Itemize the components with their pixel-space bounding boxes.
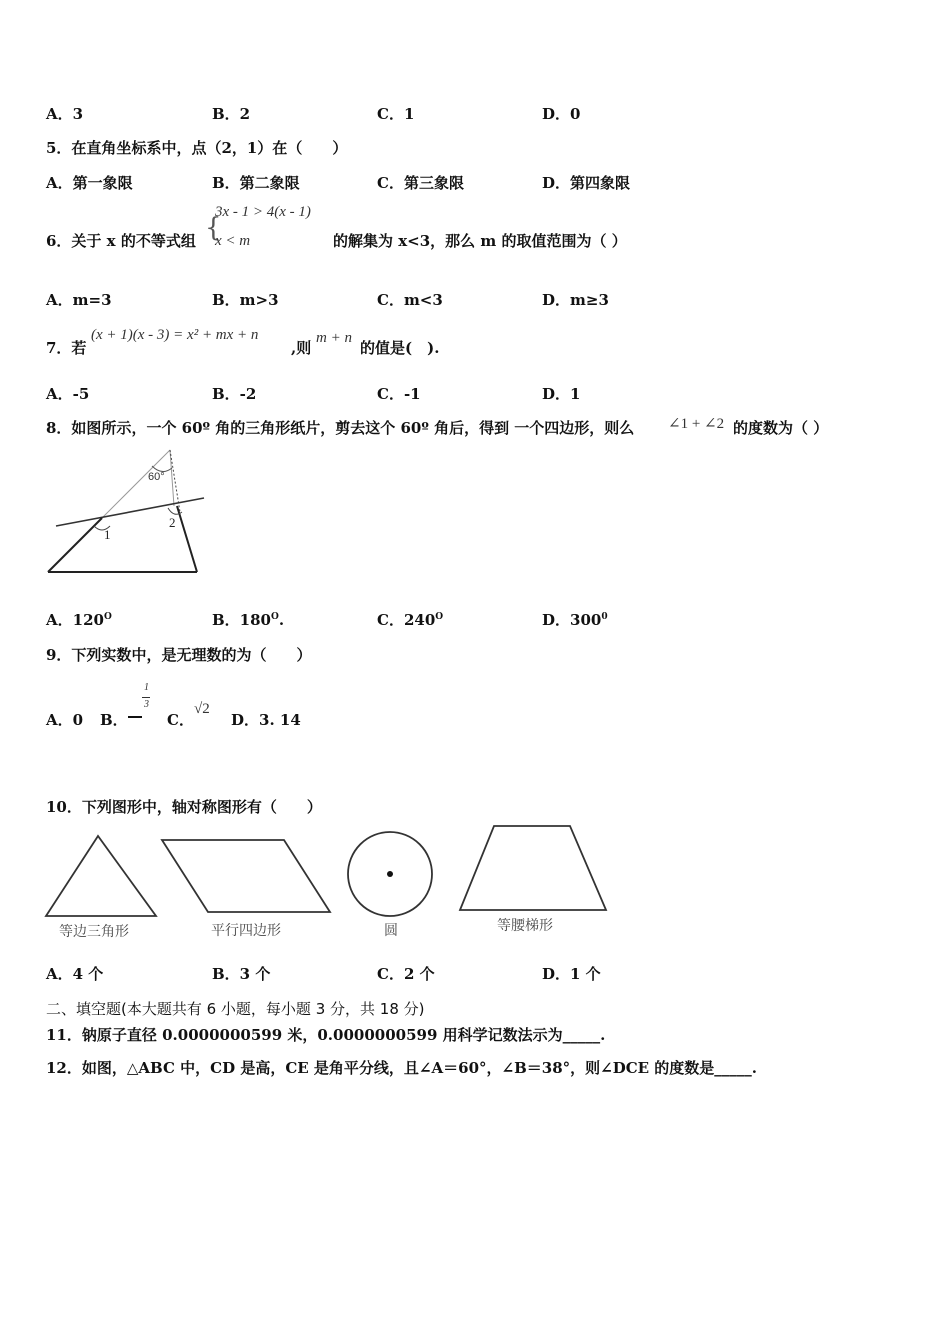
q9-stem: 9．下列实数中，是无理数的为（ ） — [46, 646, 312, 664]
q8-option-c-sup: O — [435, 612, 444, 622]
q6-option-c: C．m<3 — [377, 291, 443, 309]
q7-option-b: B．-2 — [212, 385, 257, 403]
q6-option-a: A．m=3 — [46, 291, 112, 309]
q8-option-d — [542, 609, 608, 630]
q8-option-a — [46, 609, 112, 630]
q8-option-b-sup: O — [271, 612, 279, 622]
q9-fraction-bar — [142, 697, 150, 698]
q8-stem-suffix: 的度数为（ ） — [733, 419, 829, 437]
parallelogram-figure — [160, 838, 332, 914]
q5-stem: 5．在直角坐标系中，点（2，1）在（ ） — [46, 139, 348, 157]
q10-option-a: A．4 个 — [46, 965, 104, 983]
q5-option-c: C．第三象限 — [377, 174, 464, 192]
shape-label-trapezoid: 等腰梯形 — [497, 918, 553, 934]
q7-suffix: 的值是( ). — [360, 339, 440, 357]
q8-triangle-figure — [44, 446, 209, 578]
q6-option-b: B．m>3 — [212, 291, 279, 309]
q7-option-c: C．-1 — [377, 385, 421, 403]
q8-angle-expression: ∠1 + ∠2 — [668, 416, 725, 432]
q4-option-b: B．2 — [212, 105, 251, 123]
q9-option-b: B． — [100, 711, 128, 729]
q9-option-c: C． — [167, 711, 194, 729]
q8-figure-angle-label: 60° — [148, 471, 165, 483]
q8-option-d-sup: 0 — [601, 612, 608, 622]
q8-figure-label-1: 1 — [104, 527, 111, 542]
q9-minus-sign — [128, 716, 142, 718]
q8-figure-label-2: 2 — [169, 515, 176, 530]
q12-text: 12．如图，△ABC 中，CD 是高，CE 是角平分线，且∠A＝60°，∠B＝38°，则∠DCE 的度数是_____. — [46, 1059, 758, 1077]
q11-text: 11．钠原子直径 0.0000000599 米，0.0000000599 用科学记数法示为_____. — [46, 1026, 606, 1044]
shape-label-triangle: 等边三角形 — [59, 924, 129, 940]
q6-inequality-2: x < m — [215, 233, 251, 249]
q8-option-c-text: C．240 — [377, 611, 436, 629]
q8-stem: 8．如图所示，一个 60º 角的三角形纸片，剪去这个 60º 角后，得到 一个四边形，则么 — [46, 419, 635, 437]
q4-option-a: A．3 — [46, 105, 84, 123]
isosceles-trapezoid-figure — [458, 824, 608, 912]
q7-expression-2: m + n — [316, 330, 352, 346]
q4-option-d: D．0 — [542, 105, 581, 123]
q8-option-c — [377, 609, 443, 630]
q4-option-c: C．1 — [377, 105, 415, 123]
q6-inequality-1: 3x - 1 > 4(x - 1) — [215, 204, 311, 220]
q10-option-b: B．3 个 — [212, 965, 271, 983]
q9-sqrt-expression: √2 — [194, 701, 210, 717]
q7-mid: ,则 — [291, 339, 312, 357]
q8-option-a-sup: O — [103, 612, 112, 622]
q10-stem: 10．下列图形中，轴对称图形有（ ） — [46, 798, 322, 816]
circle-figure — [346, 830, 434, 918]
q8-option-b — [212, 609, 284, 630]
q5-option-a: A．第一象限 — [46, 174, 133, 192]
q7-option-d: D．1 — [542, 385, 581, 403]
q8-option-b-text: B．180 — [212, 611, 271, 629]
shape-label-circle: 圆 — [384, 923, 398, 939]
equilateral-triangle-figure — [44, 834, 158, 918]
q5-option-b: B．第二象限 — [212, 174, 300, 192]
q6-stem-suffix: 的解集为 x<3，那么 m 的取值范围为（ ） — [333, 232, 627, 250]
q8-option-b-after: . — [278, 611, 285, 629]
q10-option-d: D．1 个 — [542, 965, 601, 983]
shape-label-parallelogram: 平行四边形 — [211, 923, 281, 939]
q9-option-d: D．3. 14 — [231, 711, 301, 729]
q9-option-a: A．0 — [46, 711, 84, 729]
q9-fraction-denominator: 3 — [144, 699, 149, 710]
q9-fraction-numerator: 1 — [144, 682, 149, 693]
q10-option-c: C．2 个 — [377, 965, 435, 983]
q7-expression: (x + 1)(x - 3) = x² + mx + n — [91, 327, 259, 343]
q6-option-d: D．m≥3 — [542, 291, 609, 309]
q8-option-d-text: D．300 — [542, 611, 602, 629]
q7-prefix: 7．若 — [46, 339, 87, 357]
q5-option-d: D．第四象限 — [542, 174, 631, 192]
q6-brace: { — [205, 213, 222, 243]
q7-option-a: A．-5 — [46, 385, 90, 403]
q6-stem-prefix: 6．关于 x 的不等式组 — [46, 232, 196, 250]
q8-option-a-text: A．120 — [46, 611, 104, 629]
section-2-heading: 二、填空题(本大题共有 6 小题，每小题 3 分，共 18 分) — [46, 1000, 425, 1018]
